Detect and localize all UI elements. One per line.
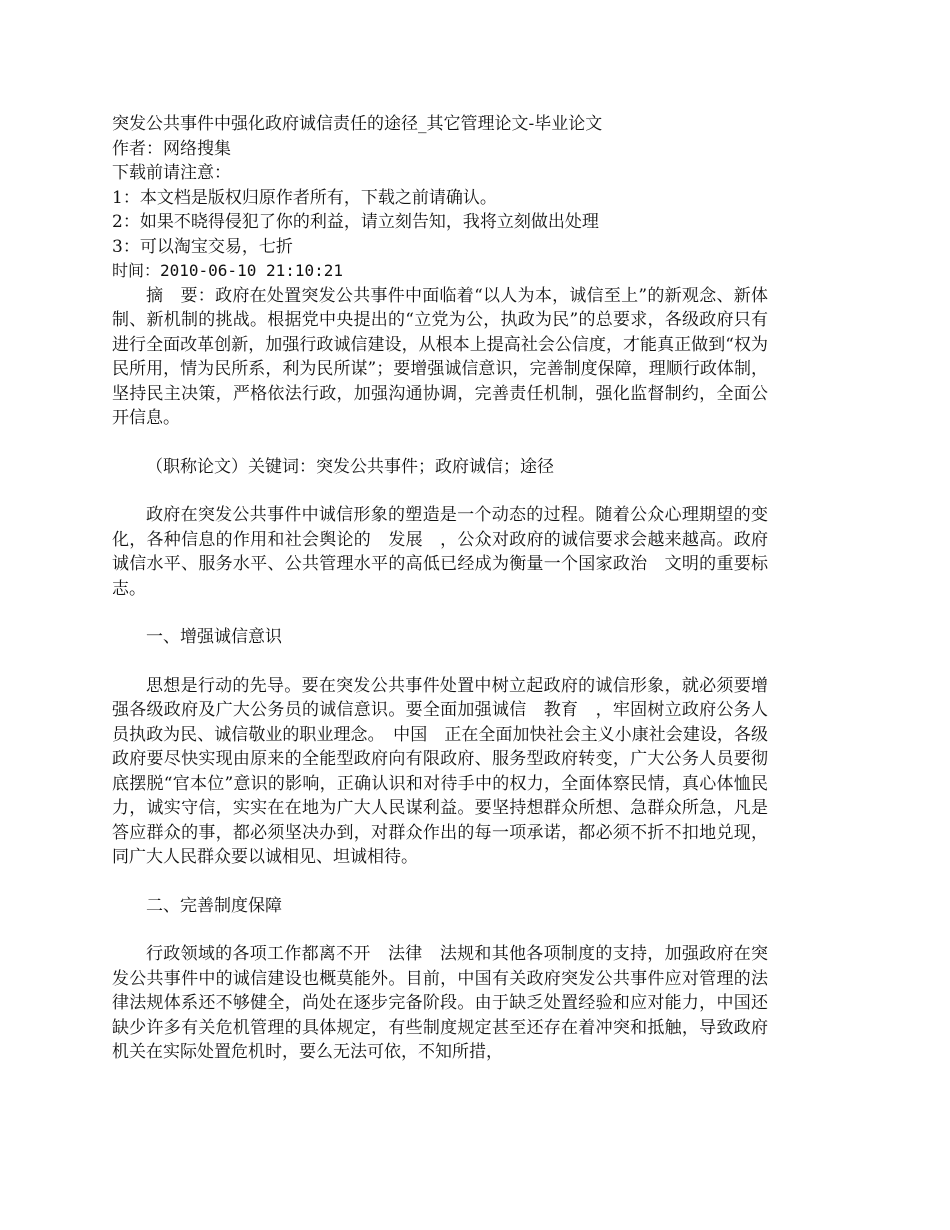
section-2-paragraph: 行政领域的各项工作都离不开 法律 法规和其他各项制度的支持，加强政府在突发公共事件中的诚信建设也概莫能外。目前，中国有关政府突发公共事件应对管理的法律法规体系还不够健全，尚处在逐步完备阶段。由于缺乏处置经验和应对能力，中国还缺少许多有关危机管理的具体规定，有些制度规定甚至还存在着冲突和抵触，导致政府机关在实际处置危机时，要么无法可依，不知所措， (112, 944, 768, 1062)
notice-item: 3：可以淘宝交易，七折 (112, 236, 293, 257)
document-page (112, 112, 768, 1065)
keywords-line: （职称论文）关键词：突发公共事件；政府诚信；途径 (146, 456, 554, 477)
timestamp: 时间：2010-06-10 21:10:21 (112, 261, 344, 280)
document-title: 突发公共事件中强化政府诚信责任的途径_其它管理论文-毕业论文 (112, 114, 603, 134)
author-line: 作者：网络搜集 (112, 138, 231, 159)
notice-item: 1：本文档是版权归原作者所有，下载之前请确认。 (112, 187, 497, 208)
section-heading-2: 二、完善制度保障 (146, 895, 282, 916)
intro-paragraph: 政府在突发公共事件中诚信形象的塑造是一个动态的过程。随着公众心理期望的变化，各种信息的作用和社会舆论的 发展 ，公众对政府的诚信要求会越来越高。政府诚信水平、服务水平、公共管理水平的高低已经成为衡量一个国家政治 文明的重要标志。 (112, 505, 768, 599)
notice-heading: 下载前请注意： (112, 163, 231, 183)
notice-item: 2：如果不晓得侵犯了你的利益，请立刻告知，我将立刻做出处理 (112, 212, 599, 232)
section-1-paragraph: 思想是行动的先导。要在突发公共事件处置中树立起政府的诚信形象，就必须要增强各级政府及广大公务员的诚信意识。要全面加强诚信 教育 ，牢固树立政府公务人员执政为民、诚信敬业的职业理念。 中国 正在全面加快社会主义小康社会建设，各级政府要尽快实现由原来的全能型政府向有限政府、服务型政府转变，广大公务人员要彻底摆脱“官本位”意识的影响，正确认识和对待手中的权力，全面体察民情，真心体恤民力，诚实守信，实实在在地为广大人民谋利益。要坚持想群众所想、急群众所急，凡是答应群众的事，都必须坚决办到，对群众作出的每一项承诺，都必须不折不扣地兑现，同广大人民群众要以诚相见、坦诚相待。 (112, 675, 768, 867)
section-heading-1: 一、增强诚信意识 (146, 627, 282, 647)
abstract-paragraph: 摘 要：政府在处置突发公共事件中面临着“以人为本，诚信至上”的新观念、新体制、新机制的挑战。根据党中央提出的“立党为公，执政为民”的总要求，各级政府只有进行全面改革创新，加强行政诚信建设，从根本上提高社会公信度，才能真正做到“权为民所用，情为民所系，利为民所谋”；要增强诚信意识，完善制度保障，理顺行政体制，坚持民主决策，严格依法行政，加强沟通协调，完善责任机制，强化监督制约，全面公开信息。 (112, 285, 768, 428)
